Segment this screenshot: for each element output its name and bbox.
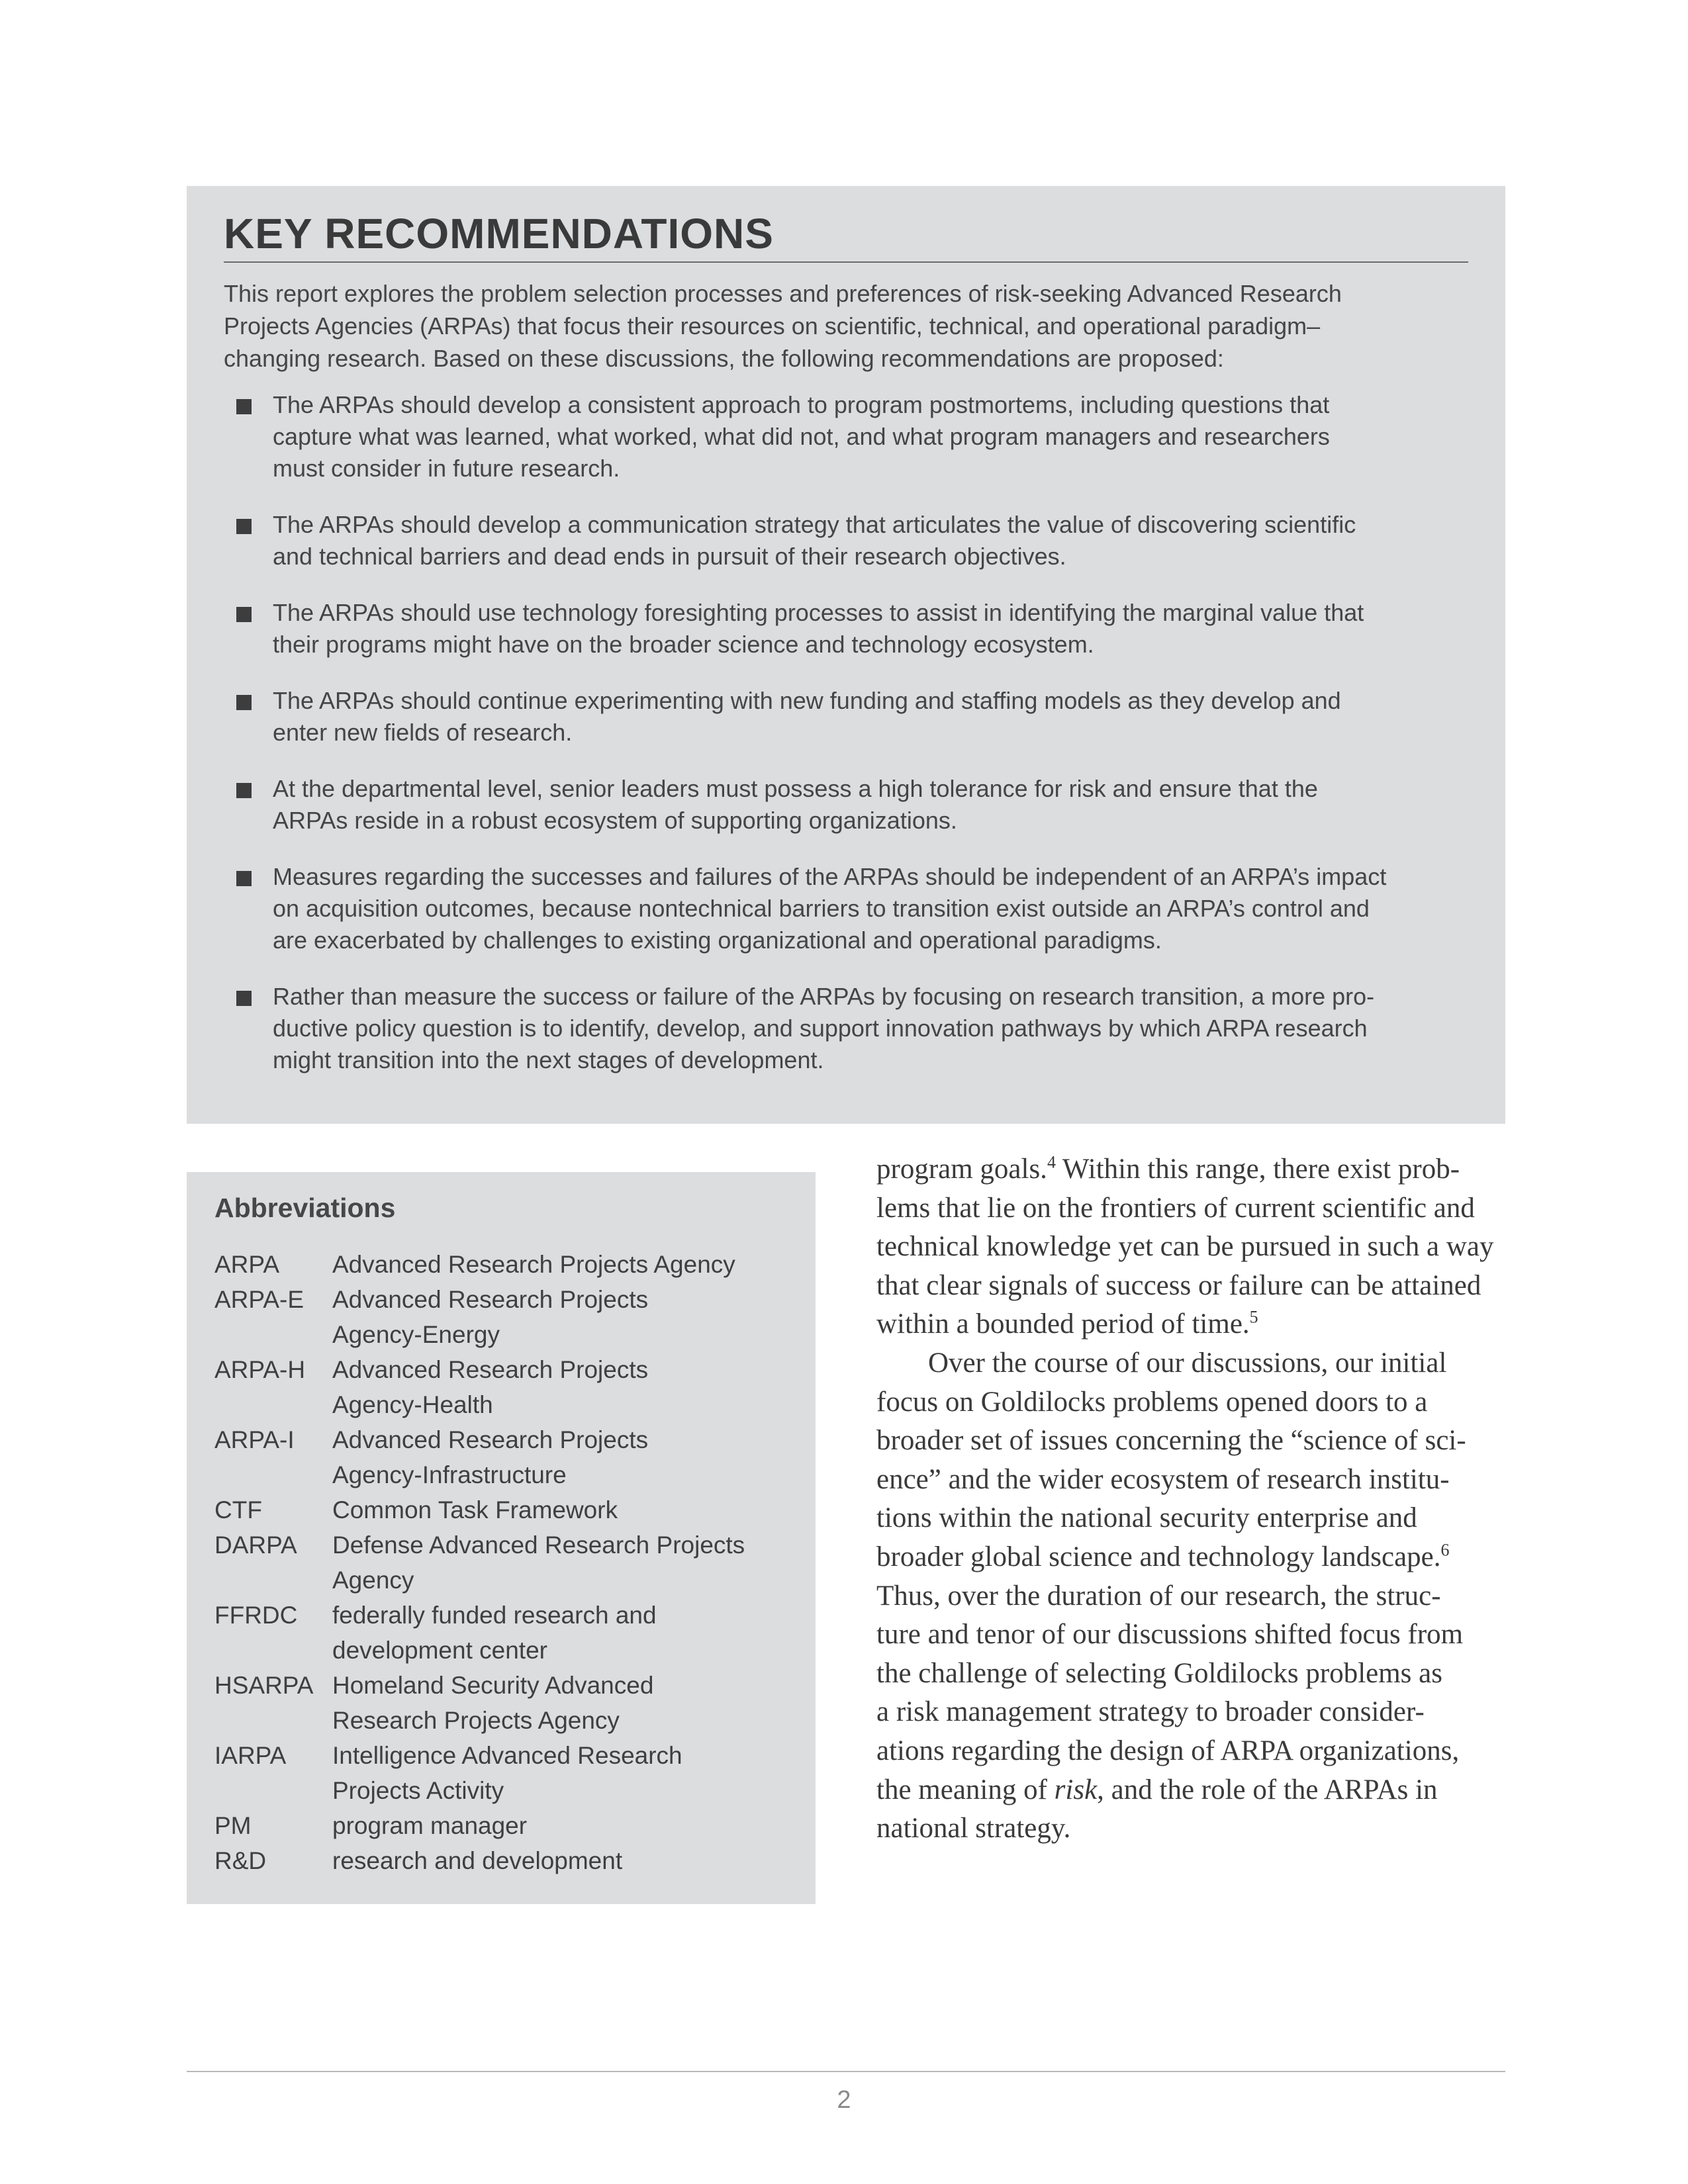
abbreviation-row (214, 1492, 788, 1527)
recommendation-item (224, 509, 1468, 572)
recommendation-item (224, 861, 1468, 956)
abbreviation-row (214, 1247, 788, 1282)
intro-line: changing research. Based on these discussions, the following recommendations are proposed: (224, 345, 1224, 372)
abbreviation-term: HSARPA (214, 1672, 314, 1700)
recommendation-line: The ARPAs should continue experimenting with new funding and staffing models as they develop and (273, 687, 1341, 714)
abbreviation-term: IARPA (214, 1742, 287, 1770)
abbreviation-row (214, 1738, 788, 1808)
recommendation-line: on acquisition outcomes, because nontechnical barriers to transition exist outside an ARPA’s control and (273, 895, 1370, 922)
square-bullet-icon (236, 871, 252, 886)
key-recommendations-box (187, 186, 1505, 1124)
abbreviation-row (214, 1282, 788, 1352)
abbreviation-term: FFRDC (214, 1602, 298, 1629)
recommendation-line: The ARPAs should develop a consistent approach to program postmortems, including questions that (273, 391, 1330, 418)
key-recommendations-title: KEY RECOMMENDATIONS (224, 212, 1468, 263)
abbreviation-definition: Defense Advanced Research Projects Agency (332, 1531, 745, 1594)
abbreviation-definition: Homeland Security Advanced Research Projects Agency (332, 1672, 654, 1735)
recommendation-item (224, 389, 1468, 484)
abbreviation-term: ARPA-E (214, 1286, 305, 1314)
abbreviation-term: CTF (214, 1496, 262, 1524)
recommendation-line: and technical barriers and dead ends in pursuit of their research objectives. (273, 543, 1066, 570)
abbreviation-definition: Advanced Research Projects Agency-Energy (332, 1286, 649, 1349)
recommendation-line: ductive policy question is to identify, develop, and support innovation pathways by which ARPA research (273, 1015, 1368, 1042)
abbreviation-term: ARPA (214, 1251, 280, 1279)
square-bullet-icon (236, 991, 252, 1006)
abbreviation-row (214, 1527, 788, 1598)
abbreviation-definition: Advanced Research Projects Agency-Infrastructure (332, 1426, 649, 1489)
square-bullet-icon (236, 783, 252, 798)
abbreviation-row (214, 1808, 788, 1843)
square-bullet-icon (236, 399, 252, 414)
abbreviation-term: ARPA-I (214, 1426, 295, 1454)
footnote-ref[interactable]: 6 (1440, 1540, 1450, 1560)
page-number: 2 (837, 2086, 851, 2114)
recommendation-line: must consider in future research. (273, 455, 620, 482)
recommendation-line: are exacerbated by challenges to existing organizational and operational paradigms. (273, 927, 1162, 954)
abbreviation-definition: research and development (332, 1847, 623, 1875)
abbreviation-definition: Advanced Research Projects Agency (332, 1251, 735, 1279)
body-paragraph: program goals.$^4$ Within this range, there exist prob- lems that lie on the frontiers of current scientific and technical knowledge yet can be pursued in such a way that clear signals of success or failure can be attained within a bounded period of time.$^5$ (876, 1152, 1494, 1340)
recommendation-line: capture what was learned, what worked, what did not, and what program managers and researchers (273, 423, 1330, 450)
emphasis-risk: risk (1054, 1774, 1098, 1805)
recommendation-item (224, 981, 1468, 1076)
footnote-ref[interactable]: 5 (1249, 1308, 1258, 1328)
abbreviation-term: PM (214, 1812, 252, 1840)
recommendation-line: Measures regarding the successes and failures of the ARPAs should be independent of an ARPA’s impact (273, 863, 1387, 890)
recommendation-line: enter new fields of research. (273, 719, 573, 746)
body-text-column (876, 1150, 1509, 1848)
footnote-ref[interactable]: 4 (1047, 1152, 1056, 1172)
recommendation-line: Rather than measure the success or failure of the ARPAs by focusing on research transition, a more pro- (273, 983, 1375, 1010)
recommendation-item (224, 597, 1468, 660)
recommendation-line: At the departmental level, senior leaders must possess a high tolerance for risk and ensure that the (273, 775, 1318, 802)
recommendation-line: might transition into the next stages of development. (273, 1046, 824, 1073)
intro-line: This report explores the problem selection processes and preferences of risk-seeking Advanced Research (224, 280, 1342, 307)
recommendation-line: The ARPAs should use technology foresighting processes to assist in identifying the marginal value that (273, 599, 1364, 626)
abbreviation-row (214, 1668, 788, 1738)
body-paragraph: Over the course of our discussions, our initial focus on Goldilocks problems opened doors to a broader set of issues concerning the “science of sci- ence” and the wider ecosystem of research institu- tions within the national security enterprise and broader global science and technology landscape.$^6$ Thus, over the duration of our research, the struc- ture and tenor of our discussions shifted focus from the challenge of selecting Goldilocks problems as a risk management strategy to broader consider- ations regarding the design of ARPA organizations, the meaning of risk, and the role of the ARPAs in national strategy. (876, 1347, 1466, 1844)
abbreviation-row (214, 1352, 788, 1422)
abbreviations-box (187, 1172, 816, 1904)
recommendations-list (224, 389, 1468, 1076)
recommendation-line: ARPAs reside in a robust ecosystem of supporting organizations. (273, 807, 957, 834)
abbreviations-title: Abbreviations (214, 1193, 396, 1223)
abbreviation-definition: Common Task Framework (332, 1496, 618, 1524)
recommendation-item (224, 685, 1468, 749)
abbreviation-definition: program manager (332, 1812, 528, 1840)
intro-line: Projects Agencies (ARPAs) that focus their resources on scientific, technical, and operational paradigm– (224, 312, 1321, 340)
abbreviation-definition: Intelligence Advanced Research Projects Activity (332, 1742, 682, 1805)
recommendation-item (224, 773, 1468, 837)
abbreviation-row (214, 1422, 788, 1492)
square-bullet-icon (236, 607, 252, 622)
key-recommendations-intro (224, 277, 1468, 375)
footer-divider (187, 2071, 1505, 2072)
abbreviation-term: DARPA (214, 1531, 297, 1559)
recommendation-line: The ARPAs should develop a communication strategy that articulates the value of discovering scientific (273, 511, 1356, 538)
abbreviation-row (214, 1598, 788, 1668)
square-bullet-icon (236, 695, 252, 710)
abbreviation-term: ARPA-H (214, 1356, 306, 1384)
abbreviation-definition: federally funded research and development center (332, 1602, 657, 1664)
abbreviation-row (214, 1843, 788, 1878)
abbreviation-definition: Advanced Research Projects Agency-Health (332, 1356, 649, 1419)
square-bullet-icon (236, 519, 252, 534)
abbreviation-term: R&D (214, 1847, 267, 1875)
recommendation-line: their programs might have on the broader science and technology ecosystem. (273, 631, 1094, 658)
